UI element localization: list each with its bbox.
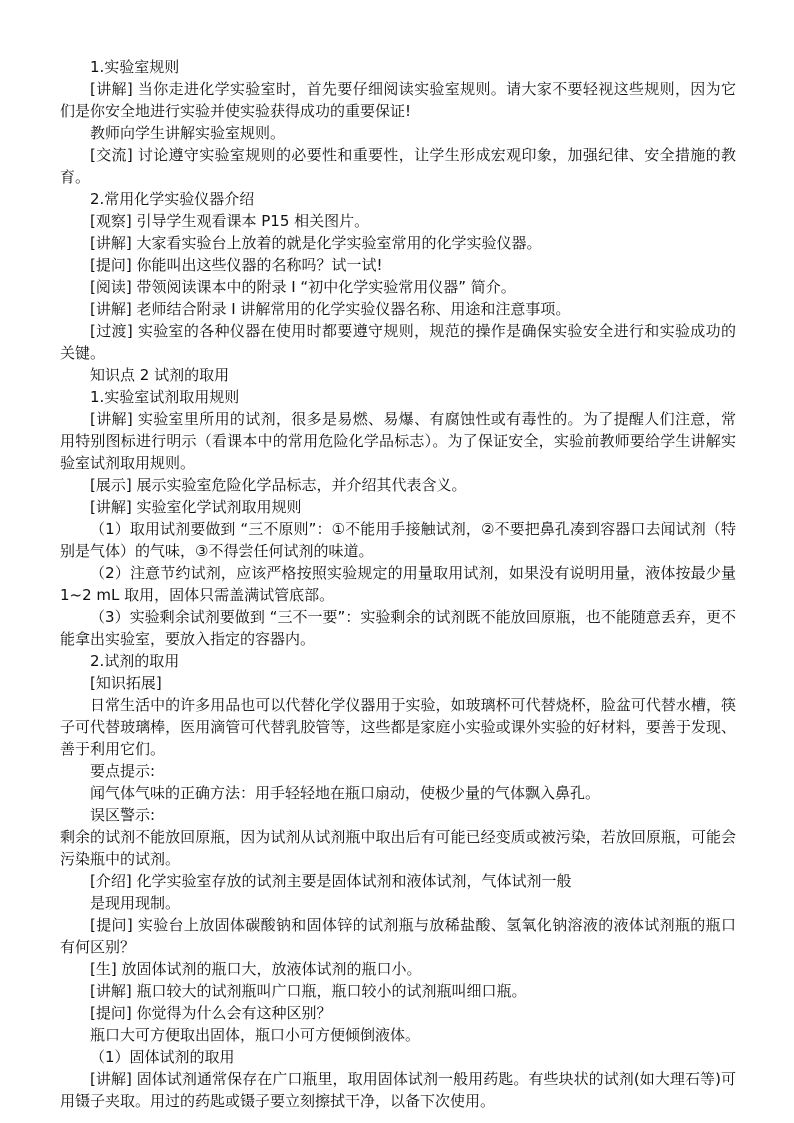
paragraph-key-tips-label: 要点提示: <box>90 762 156 780</box>
paragraph-bottle-reason: 瓶口大可方便取出固体，瓶口小可方便倾倒液体。 <box>90 1026 421 1044</box>
paragraph-knowledge-extension: [知识拓展] <box>90 674 162 692</box>
paragraph-misconception-label: 误区警示: <box>90 806 156 824</box>
paragraph-reading: [阅读] 带领阅读课本中的附录 I “初中化学实验常用仪器” 简介。 <box>90 278 516 296</box>
paragraph-transition: [过渡] 实验室的各种仪器在使用时都要遵守规则，规范的操作是确保实验安全进行和实验成功的关键。 <box>60 322 736 362</box>
heading-reagent-use: 2.试剂的取用 <box>90 652 180 670</box>
paragraph-student-answer: [生] 放固体试剂的瓶口大，放液体试剂的瓶口小。 <box>90 960 422 978</box>
paragraph-question-bottles: [提问] 实验台上放固体碳酸钠和固体锌的试剂瓶与放稀盐酸、氢氧化钠溶液的液体试剂瓶的瓶口有何区别？ <box>60 916 736 956</box>
paragraph-lecture-solid: [讲解] 固体试剂通常保存在广口瓶里，取用固体试剂一般用药匙。有些块状的试剂(如大理石等)可用镊子夹取。用过的药匙或镊子要立刻擦拭干净，以备下次使用。 <box>60 1070 736 1110</box>
heading-lab-rules: 1.实验室规则 <box>90 58 180 76</box>
document-page <box>60 56 736 1112</box>
paragraph-teacher-explains: 教师向学生讲解实验室规则。 <box>90 124 286 142</box>
paragraph-question-why: [提问] 你觉得为什么会有这种区别？ <box>90 1004 332 1022</box>
paragraph-question-names: [提问] 你能叫出这些仪器的名称吗？试一试! <box>90 256 383 274</box>
paragraph-discussion: [交流] 讨论遵守实验室规则的必要性和重要性，让学生形成宏观印象，加强纪律、安全措施的教育。 <box>60 146 736 186</box>
paragraph-observe: [观察] 引导学生观看课本 P15 相关图片。 <box>90 212 370 230</box>
paragraph-lecture-reagents: [讲解] 实验室里所用的试剂，很多是易燃、易爆、有腐蚀性或有毒性的。为了提醒人们注意，常用特别图标进行明示（看课本中的常用危险化学品标志）。为了保证安全，实验前教师要给学生讲解实验室试剂取用规则。 <box>60 410 736 472</box>
paragraph-leftover-reagent: 剩余的试剂不能放回原瓶，因为试剂从试剂瓶中取出后有可能已经变质或被污染，若放回原瓶，可能会污染瓶中的试剂。 <box>60 828 736 868</box>
heading-knowledge-point-2: 知识点 2 试剂的取用 <box>90 366 230 384</box>
paragraph-display: [展示] 展示实验室危险化学品标志，并介绍其代表含义。 <box>90 476 467 494</box>
paragraph-smell-method: 闻气体气味的正确方法：用手轻轻地在瓶口扇动，使极少量的气体飘入鼻孔。 <box>90 784 601 802</box>
paragraph-made-on-demand: 是现用现制。 <box>90 894 181 912</box>
heading-instruments: 2.常用化学实验仪器介绍 <box>90 190 255 208</box>
paragraph-rule-3: （3）实验剩余试剂要做到 “三不一要”：实验剩余的试剂既不能放回原瓶，也不能随意丢弃，更不能拿出实验室，要放入指定的容器内。 <box>60 608 736 648</box>
paragraph-rule-1: （1）取用试剂要做到 “三不原则”：①不能用手接触试剂，②不要把鼻孔凑到容器口去闻试剂（特别是气体）的气味，③不得尝任何试剂的味道。 <box>60 520 736 560</box>
heading-solid-reagents: （1）固体试剂的取用 <box>90 1048 235 1066</box>
paragraph-lecture-reagent-rules: [讲解] 实验室化学试剂取用规则 <box>90 498 302 516</box>
paragraph-lecture-appendix: [讲解] 老师结合附录 I 讲解常用的化学实验仪器名称、用途和注意事项。 <box>90 300 571 318</box>
paragraph-rule-2: （2）注意节约试剂，应该严格按照实验规定的用量取用试剂，如果没有说明用量，液体按最少量 1~2 mL 取用，固体只需盖满试管底部。 <box>60 564 736 604</box>
paragraph-lecture-instruments: [讲解] 大家看实验台上放着的就是化学实验室常用的化学实验仪器。 <box>90 234 542 252</box>
paragraph-lecture-rules: [讲解] 当你走进化学实验室时，首先要仔细阅读实验室规则。请大家不要轻视这些规则，因为它们是你安全地进行实验并使实验获得成功的重要保证! <box>60 80 736 120</box>
paragraph-lecture-bottles: [讲解] 瓶口较大的试剂瓶叫广口瓶，瓶口较小的试剂瓶叫细口瓶。 <box>90 982 527 1000</box>
heading-reagent-rules: 1.实验室试剂取用规则 <box>90 388 240 406</box>
paragraph-introduction: [介绍] 化学实验室存放的试剂主要是固体试剂和液体试剂，气体试剂一般 <box>90 872 572 890</box>
paragraph-daily-items: 日常生活中的许多用品也可以代替化学仪器用于实验，如玻璃杯可代替烧杯，脸盆可代替水槽，筷子可代替玻璃棒，医用滴管可代替乳胶管等，这些都是家庭小实验或课外实验的好材料，要善于发现、善于利用它们。 <box>60 696 736 758</box>
